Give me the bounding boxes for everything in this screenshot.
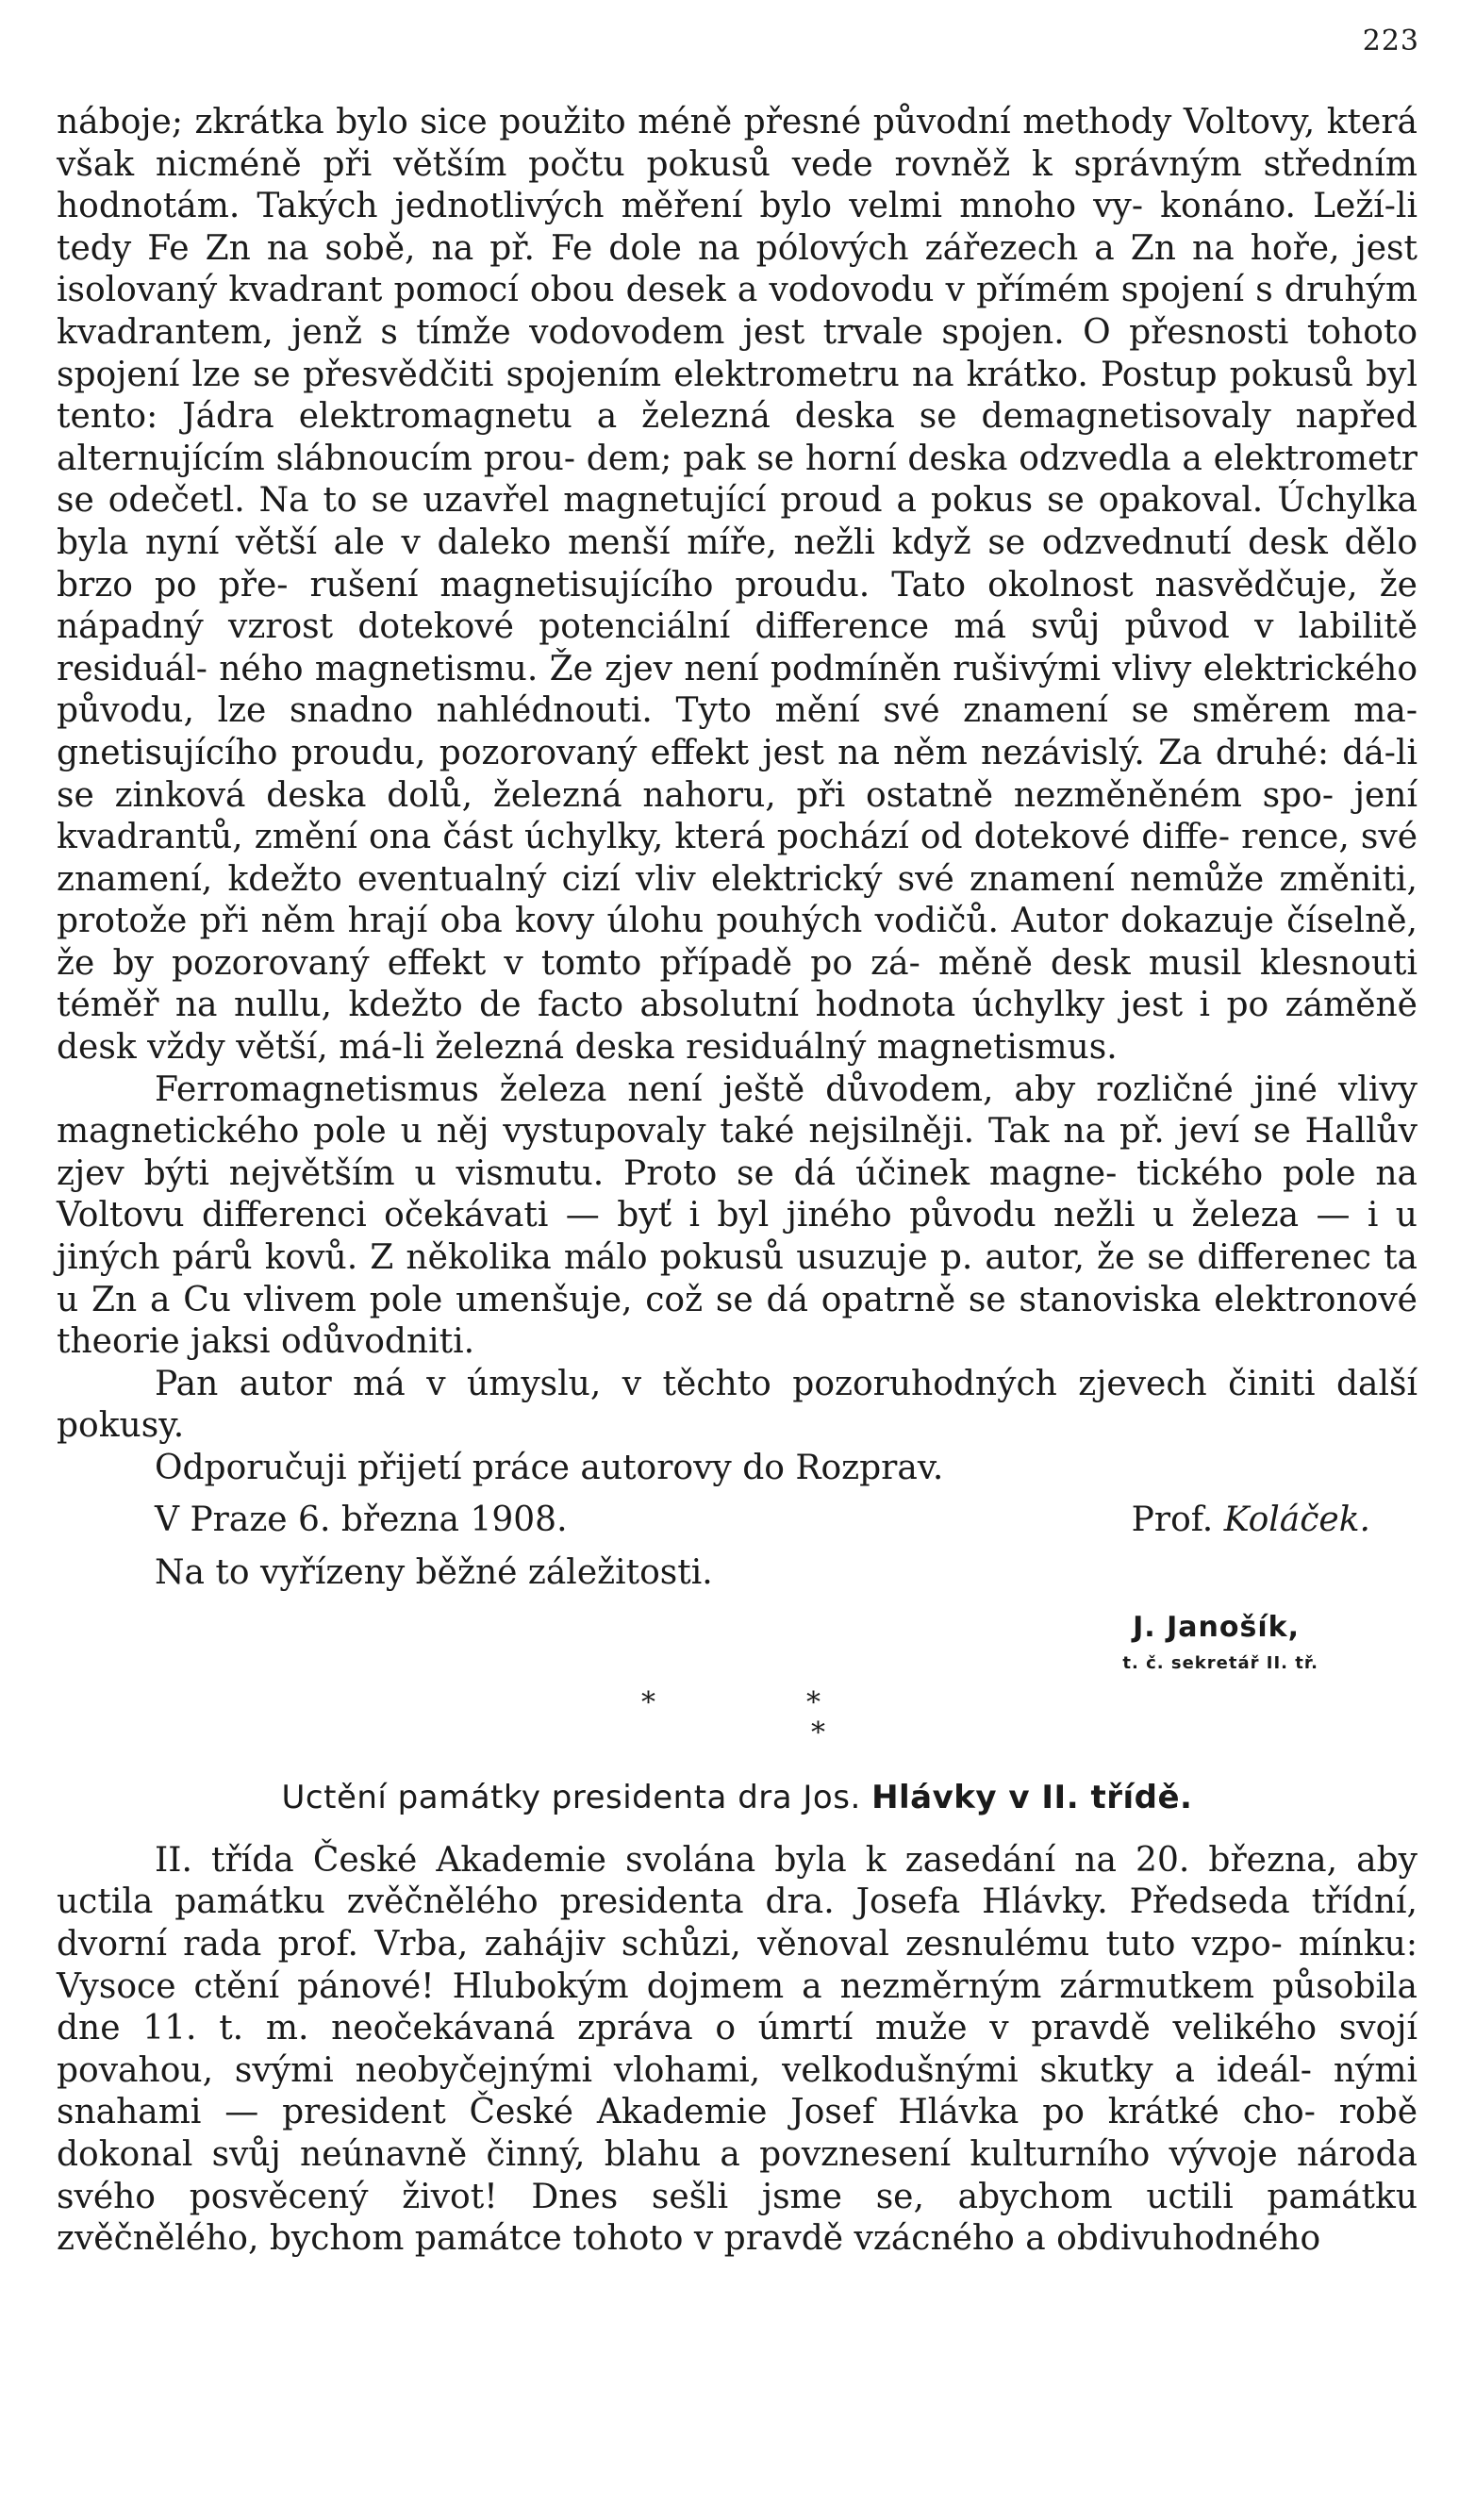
line: Ferromagnetismus železa není ještě důvodem, aby rozličné jiné (155, 1069, 1318, 1109)
line: konáno. Leží-li tedy Fe Zn na sobě, na př. Fe dole na pólových zářezech (57, 187, 1418, 268)
star: * (641, 1686, 655, 1720)
line: svojí povahou, svými neobyčejnými vlohami, velkodušnými skutky a ideál- (57, 2009, 1418, 2090)
line: uzavřel magnetující proud a pokus se opakoval. Úchylka byla nyní větší (57, 481, 1418, 562)
line: uctila památku zvěčnělého presidenta dra. Josefa Hlávky. Předseda třídní, (57, 1882, 1418, 1922)
star: * (811, 1716, 825, 1750)
line: ného magnetismu. Že zjev není podmíněn rušivými vlivy elektrického (219, 649, 1418, 688)
section-body (57, 1840, 1418, 2261)
section-heading (57, 1777, 1418, 1819)
minutes-block (57, 1552, 1418, 1674)
line: měně desk musil klesnouti téměř na nullu, kdežto de facto absolutní (57, 943, 1418, 1025)
page-number: 223 (1362, 25, 1419, 58)
secretary-role: t. č. sekretář II. tř. (1122, 1653, 1318, 1674)
heading-plain: Uctění památky presidenta dra Jos. (281, 1779, 872, 1817)
line: dem; pak se horní deska odzvedla a elektrometr se odečetl. Na to se (57, 439, 1418, 521)
star: * (806, 1686, 821, 1720)
line: náboje; zkrátka bylo sice použito méně přesné původní methody Voltovy, (57, 103, 1316, 141)
signature (1132, 1500, 1418, 1542)
line: ale v daleko menší míře, nežli když se odzvednutí desk dělo brzo po pře- (57, 522, 1418, 605)
place-date: V Praze 6. března 1908. (155, 1500, 568, 1539)
page-body (57, 102, 1418, 2261)
line: dvorní rada prof. Vrba, zahájiv schůzi, věnoval zesnulému tuto vzpo- (57, 1924, 1283, 1964)
line: Odporučuji přijetí práce autorovy do Rozprav. (155, 1449, 944, 1487)
line: a železná deska se demagnetisovaly napřed alternujícím slábnoucím prou- (57, 397, 1418, 478)
line: další pokusy. (57, 1364, 1418, 1446)
signature-row (57, 1500, 1418, 1542)
heading-bold: Hlávky v II. třídě. (871, 1779, 1193, 1817)
paragraph-3 (57, 1364, 1418, 1448)
section-separator (57, 1664, 1418, 1749)
paragraph-recommendation (57, 1448, 1418, 1490)
line: se dá opatrně se stanoviska elektronové theorie jaksi odůvodniti. (57, 1280, 1418, 1362)
line: nými snahami — president České Akademie Josef Hlávka po krátké cho- (57, 2050, 1418, 2132)
line: národa svého posvěcený život! Dnes sešli jsme se, abychom uctili památku (57, 2134, 1418, 2216)
line: trvale spojen. O přesnosti tohoto spojení lze se přesvědčiti spojením (57, 312, 1418, 394)
line: tického pole na Voltovu differenci očekávati — byť i byl jiného (57, 1153, 1418, 1235)
line: dá-li se zinková deska dolů, železná nahoru, při ostatně nezměněném spo- (57, 733, 1418, 815)
line: rušení magnetisujícího proudu. Tato okolnost nasvědčuje, že nápadný (57, 565, 1418, 647)
line: působila dne 11. t. m. neočekávaná zpráva o úmrtí muže v pravdě velikého (57, 1966, 1418, 2048)
line: v přímém spojení s druhým kvadrantem, jenž s tímže vodovodem jest (57, 271, 1418, 352)
line: elektrometru na krátko. Postup pokusů byl tento: Jádra elektromagnetu (57, 355, 1418, 437)
line: hodnota úchylky jest i po záměně desk vždy větší, má-li železná deska (57, 986, 1418, 1068)
line: Pan autor má v úmyslu, v těchto pozoruhodných zjevech činiti (155, 1364, 1316, 1403)
paragraph-1 (57, 102, 1418, 1069)
line: robě dokonal svůj neúnavně činný, blahu a povznesení kulturního vývoje (57, 2093, 1418, 2174)
prof-name: Koláček. (1223, 1500, 1370, 1539)
line: středním hodnotám. Takých jednotlivých měření bylo velmi mnoho vy- (57, 144, 1418, 226)
secretary-name: J. Janošík, (1133, 1611, 1300, 1645)
line: nemůže změniti, protože při něm hrají oba kovy úlohu pouhých vodičů. (57, 859, 1418, 941)
line: Autor dokazuje číselně, že by pozorovaný effekt v tomto případě po zá- (57, 902, 1418, 983)
line: vlivy magnetického pole u něj vystupovaly také nejsilněji. Tak na př. (57, 1069, 1418, 1152)
line: gnetisujícího proudu, pozorovaný effekt jest na něm nezávislý. Za druhé: (57, 733, 1329, 772)
paragraph-2 (57, 1069, 1418, 1364)
minutes-text: Na to vyřízeny běžné záležitosti. (155, 1553, 713, 1593)
line: residuálný magnetismus. (686, 1028, 1118, 1068)
line: rence, své znamení, kdežto eventualný cizí vliv elektrický své znamení (57, 818, 1418, 899)
line: původu nežli u železa — i u jiných párů kovů. Z několika málo pokusů (57, 1196, 1418, 1278)
line: která však nicméně při větším počtu pokusů vede rovněž k správným (57, 103, 1418, 184)
line: jení kvadrantů, změní ona část úchylky, která pochází od dotekové diffe- (57, 775, 1418, 857)
prof-label: Prof. (1131, 1500, 1214, 1539)
line: jeví se Hallův zjev býti největším u vismutu. Proto se dá účinek magne- (57, 1112, 1418, 1193)
line: usuzuje p. autor, že se differenec ta u Zn a Cu vlivem pole umenšuje, což (57, 1238, 1418, 1319)
section-paragraph (57, 1840, 1418, 2261)
line: II. třída České Akademie svolána byla k zasedání na 20. března, aby (155, 1840, 1418, 1880)
line: mínku: Vysoce ctění pánové! Hlubokým dojmem a nezměrným zármutkem (57, 1924, 1418, 2006)
line: původu, lze snadno nahlédnouti. Tyto mění své znamení se směrem ma- (57, 691, 1418, 731)
line: a Zn na hoře, jest isolovaný kvadrant pomocí obou desek a vodovodu (57, 228, 1418, 310)
line: vzrost dotekové potenciální difference má svůj původ v labilitě residuál- (57, 607, 1418, 688)
line: zvěčnělého, bychom památce tohoto v pravdě vzácného a obdivuhodného (57, 2219, 1321, 2259)
